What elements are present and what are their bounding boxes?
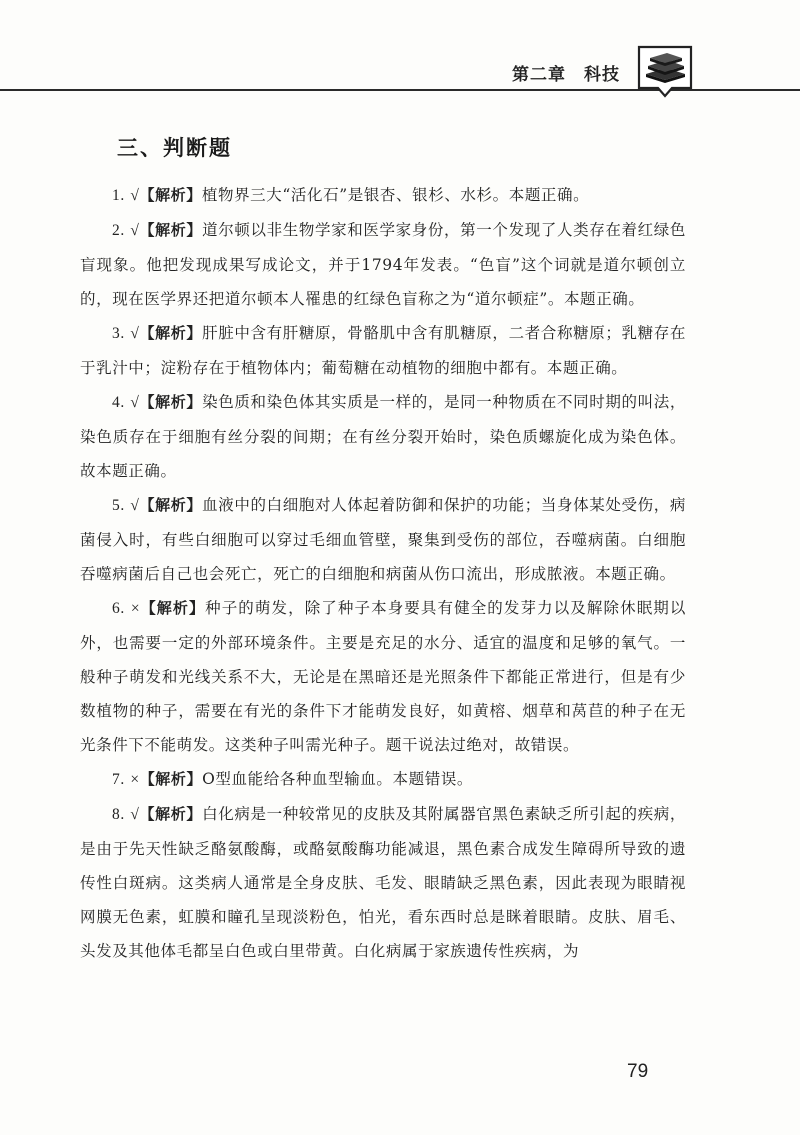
page-number: 79 bbox=[627, 1061, 649, 1082]
page-header bbox=[0, 0, 800, 95]
item-number: 6. bbox=[112, 600, 125, 617]
analysis-tag: 【解析】 bbox=[139, 805, 203, 823]
chapter-title: 第二章 科技 bbox=[512, 65, 620, 85]
answer-list bbox=[80, 178, 686, 968]
analysis-text: O型血能给各种血型输血。本题错误。 bbox=[202, 770, 474, 788]
answer-item-8 bbox=[80, 797, 686, 968]
item-number: 1. bbox=[112, 187, 125, 204]
analysis-text: 种子的萌发，除了种子本身要具有健全的发芽力以及解除休眠期以外，也需要一定的外部环境条件。主要是充足的水分、适宜的温度和足够的氧气。一般种子萌发和光线关系不大，无论是在黑暗还是光照条件下都能正常进行，但是有少数植物的种子，需要在有光的条件下才能萌发良好，如黄榕、烟草和莴苣的种子在无光条件下不能萌发。这类种子叫需光种子。题干说法过绝对，故错误。 bbox=[80, 599, 686, 754]
analysis-text: 道尔顿以非生物学家和医学家身份，第一个发现了人类存在着红绿色盲现象。他把发现成果写成论文，并于1794年发表。“色盲”这个词就是道尔顿创立的，现在医学界还把道尔顿本人罹患的红绿色盲称之为“道尔顿症”。本题正确。 bbox=[80, 221, 686, 308]
answer-item-4 bbox=[80, 385, 686, 488]
item-number: 3. bbox=[112, 325, 125, 342]
analysis-tag: 【解析】 bbox=[139, 770, 203, 788]
judgment-mark: √ bbox=[130, 497, 140, 514]
judgment-mark: √ bbox=[130, 222, 140, 239]
judgment-mark: × bbox=[130, 771, 140, 788]
analysis-tag: 【解析】 bbox=[139, 221, 203, 239]
answer-item-7 bbox=[80, 762, 686, 797]
judgment-mark: √ bbox=[130, 394, 140, 411]
analysis-text: 植物界三大“活化石”是银杏、银杉、水杉。本题正确。 bbox=[201, 186, 590, 204]
judgment-mark: √ bbox=[130, 325, 140, 342]
answer-item-1 bbox=[80, 178, 686, 213]
analysis-tag: 【解析】 bbox=[139, 496, 203, 514]
answer-item-3 bbox=[80, 316, 686, 385]
answer-item-6 bbox=[80, 591, 686, 762]
judgment-mark: × bbox=[130, 600, 141, 617]
item-number: 4. bbox=[112, 394, 125, 411]
analysis-text: 白化病是一种较常见的皮肤及其附属器官黑色素缺乏所引起的疾病，是由于先天性缺乏酪氨酸酶，或酪氨酸酶功能减退，黑色素合成发生障碍所导致的遗传性白斑病。这类病人通常是全身皮肤、毛发、眼睛缺乏黑色素，因此表现为眼睛视网膜无色素，虹膜和瞳孔呈现淡粉色，怕光，看东西时总是眯着眼睛。皮肤、眉毛、头发及其他体毛都呈白色或白里带黄。白化病属于家族遗传性疾病，为 bbox=[80, 805, 686, 960]
judgment-mark: √ bbox=[130, 806, 140, 823]
answer-item-2 bbox=[80, 213, 686, 316]
answer-item-5 bbox=[80, 488, 686, 591]
analysis-tag: 【解析】 bbox=[140, 599, 206, 617]
analysis-text: 肝脏中含有肝糖原，骨骼肌中含有肌糖原，二者合称糖原；乳糖存在于乳汁中；淀粉存在于植物体内；葡萄糖在动植物的细胞中都有。本题正确。 bbox=[80, 324, 686, 377]
item-number: 8. bbox=[112, 806, 125, 823]
book-stack-icon bbox=[636, 44, 694, 98]
item-number: 7. bbox=[112, 771, 125, 788]
analysis-tag: 【解析】 bbox=[139, 186, 202, 204]
analysis-text: 血液中的白细胞对人体起着防御和保护的功能；当身体某处受伤，病菌侵入时，有些白细胞可以穿过毛细血管壁，聚集到受伤的部位，吞噬病菌。白细胞吞噬病菌后自己也会死亡，死亡的白细胞和病菌从伤口流出，形成脓液。本题正确。 bbox=[80, 496, 686, 583]
analysis-tag: 【解析】 bbox=[139, 324, 203, 342]
analysis-text: 染色质和染色体其实质是一样的，是同一种物质在不同时期的叫法，染色质存在于细胞有丝分裂的间期；在有丝分裂开始时，染色质螺旋化成为染色体。故本题正确。 bbox=[80, 393, 686, 480]
judgment-mark: √ bbox=[130, 187, 140, 204]
analysis-tag: 【解析】 bbox=[139, 393, 203, 411]
item-number: 2. bbox=[112, 222, 125, 239]
section-title: 三、判断题 bbox=[117, 136, 232, 160]
item-number: 5. bbox=[112, 497, 125, 514]
